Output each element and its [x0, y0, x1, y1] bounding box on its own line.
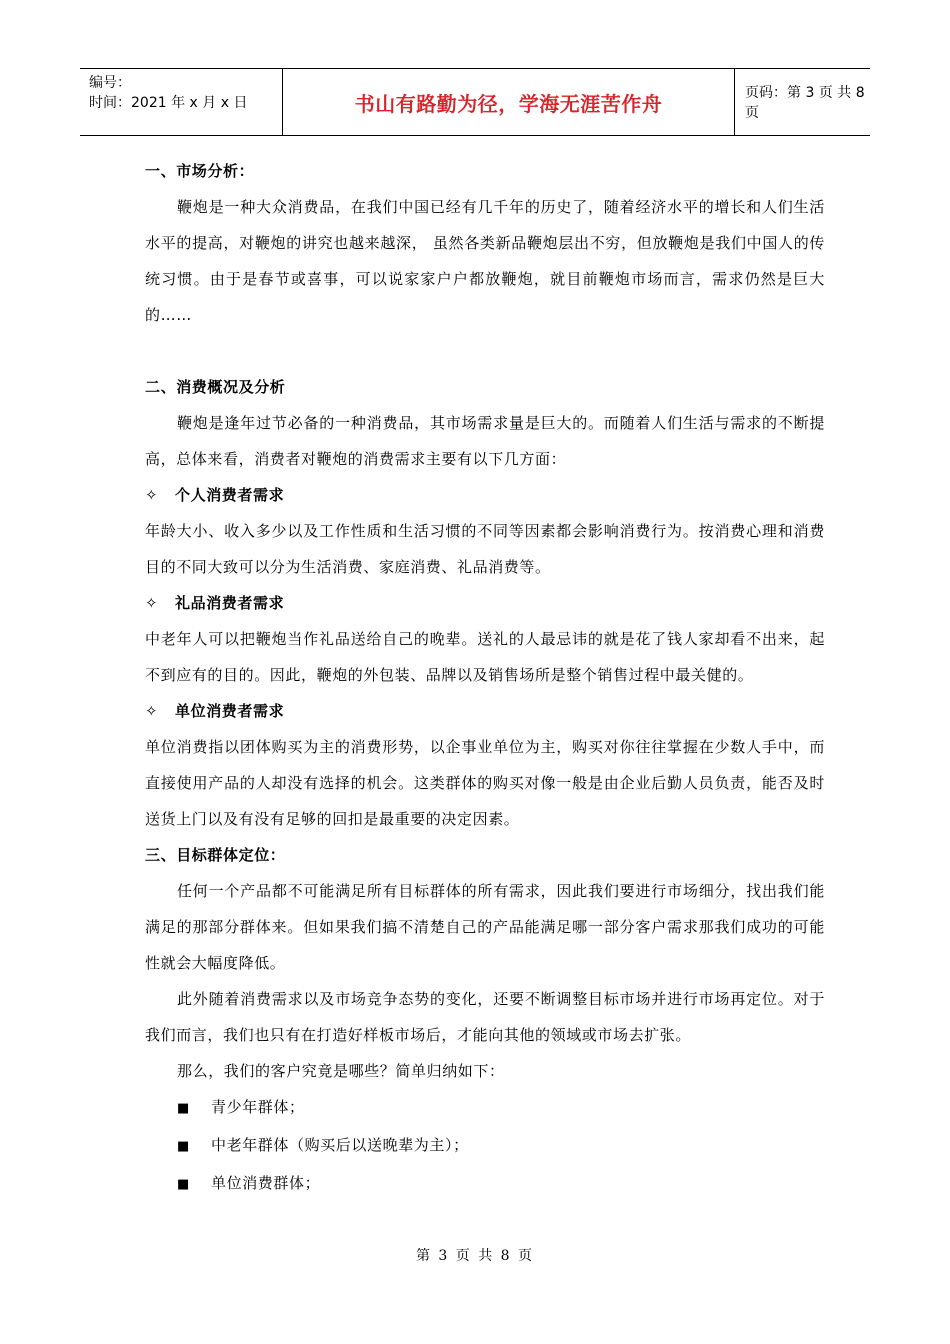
square-bullet-icon: ■ [177, 1177, 190, 1192]
page-info: 页码：第 3 页 共 8 页 [745, 85, 865, 121]
list-item-text: 青少年群体； [211, 1098, 305, 1116]
consumption-paragraph: 鞭炮是逢年过节必备的一种消费品，其市场需求量是巨大的。而随着人们生活与需求的不断提高，总体来看，消费者对鞭炮的消费需求主要有以下几方面： [145, 414, 825, 468]
target-paragraph-1: 任何一个产品都不可能满足所有目标群体的所有需求，因此我们要进行市场细分，找出我们能满足的那部分群体来。但如果我们搞不清楚自己的产品能满足哪一部分客户需求那我们成功的可能性就会大幅度降低。 [145, 882, 825, 972]
subheading-individual-label: 个人消费者需求 [175, 486, 285, 504]
list-item-text: 中老年群体（购买后以送晚辈为主）； [211, 1136, 469, 1154]
square-bullet-icon: ■ [177, 1139, 190, 1154]
gift-paragraph: 中老年人可以把鞭炮当作礼品送给自己的晚辈。送礼的人最忌讳的就是花了钱人家却看不出来，起不到应有的目的。因此，鞭炮的外包装、品牌以及销售场所是整个销售过程中最关健的。 [145, 630, 825, 684]
list-item [145, 1127, 825, 1165]
subheading-individual [145, 477, 825, 513]
number-label: 编号： [89, 75, 131, 91]
target-paragraph-2: 此外随着消费需求以及市场竞争态势的变化，还要不断调整目标市场并进行市场再定位。对于我们而言，我们也只有在打造好样板市场后，才能向其他的领域或市场去扩张。 [145, 990, 825, 1044]
diamond-bullet-icon: ✧ [145, 702, 159, 720]
subheading-gift [145, 585, 825, 621]
header-motto-cell [282, 69, 735, 135]
header-meta-cell [80, 69, 282, 135]
square-bullet-icon: ■ [177, 1101, 190, 1116]
header-page-cell [735, 69, 870, 135]
document-body [145, 153, 825, 1203]
page-header [80, 68, 870, 136]
subheading-unit [145, 693, 825, 729]
list-item [145, 1165, 825, 1203]
list-item-text: 单位消费群体； [211, 1174, 321, 1192]
section-title-consumption: 二、消费概况及分析 [145, 378, 286, 396]
target-paragraph-3: 那么，我们的客户究竟是哪些？简单归纳如下： [177, 1062, 505, 1080]
motto-text: 书山有路勤为径，学海无涯苦作舟 [354, 91, 663, 116]
list-item [145, 1089, 825, 1127]
subheading-gift-label: 礼品消费者需求 [175, 594, 285, 612]
market-paragraph: 鞭炮是一种大众消费品，在我们中国已经有几千年的历史了，随着经济水平的增长和人们生活水平的提高，对鞭炮的讲究也越来越深， 虽然各类新品鞭炮层出不穷，但放鞭炮是我们中国人的传统习惯。由于是春节或喜事，可以说家家户户都放鞭炮，就目前鞭炮市场而言，需求仍然是巨大的…… [145, 198, 825, 324]
time-label: 时间：2021 年 x 月 x 日 [89, 95, 248, 111]
section-title-target: 三、目标群体定位： [145, 846, 286, 864]
spacer [145, 333, 825, 369]
section-title-market: 一、市场分析： [145, 162, 255, 180]
subheading-unit-label: 单位消费者需求 [175, 702, 285, 720]
page-footer [0, 1245, 950, 1265]
footer-page-number: 第 3 页 共 8 页 [415, 1248, 535, 1264]
diamond-bullet-icon: ✧ [145, 486, 159, 504]
diamond-bullet-icon: ✧ [145, 594, 159, 612]
unit-paragraph: 单位消费指以团体购买为主的消费形势，以企事业单位为主，购买对你往往掌握在少数人手中，而直接使用产品的人却没有选择的机会。这类群体的购买对像一般是由企业后勤人员负责，能否及时送货上门以及有没有足够的回扣是最重要的决定因素。 [145, 738, 825, 828]
individual-paragraph: 年龄大小、收入多少以及工作性质和生活习惯的不同等因素都会影响消费行为。按消费心理和消费目的不同大致可以分为生活消费、家庭消费、礼品消费等。 [145, 522, 825, 576]
